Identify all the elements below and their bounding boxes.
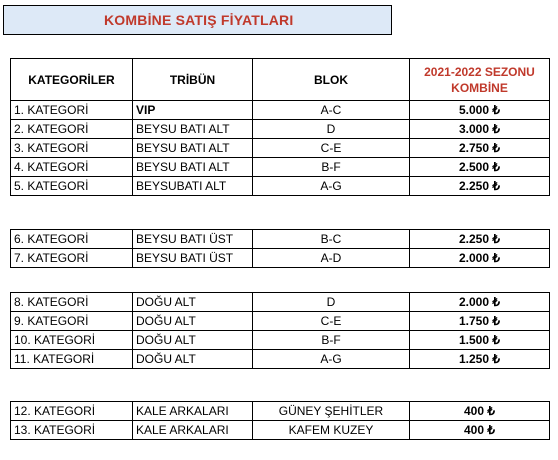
tribune-cell: BEYSU BATI ÜST (133, 230, 253, 249)
header-kombine-price (410, 59, 550, 101)
tribune-cell: DOĞU ALT (133, 350, 253, 369)
block-cell: B-F (253, 331, 410, 350)
category-cell: 5. KATEGORİ (11, 177, 133, 196)
table-row (11, 421, 550, 440)
tribune-cell: DOĞU ALT (133, 331, 253, 350)
category-cell: 4. KATEGORİ (11, 158, 133, 177)
table-row (11, 230, 550, 249)
table-row (11, 158, 550, 177)
table-row (11, 120, 550, 139)
price-group-3 (10, 292, 550, 369)
table-row (11, 249, 550, 268)
category-cell: 9. KATEGORİ (11, 312, 133, 331)
table-row (11, 177, 550, 196)
page-title: KOMBİNE SATIŞ FİYATLARI (104, 12, 294, 28)
tribune-cell: BEYSU BATI ALT (133, 139, 253, 158)
price-cell: 2.750 ₺ (410, 139, 550, 158)
category-cell: 2. KATEGORİ (11, 120, 133, 139)
tribune-cell: BEYSU BATI ALT (133, 120, 253, 139)
header-blok: BLOK (253, 59, 410, 101)
category-cell: 10. KATEGORİ (11, 331, 133, 350)
category-cell: 6. KATEGORİ (11, 230, 133, 249)
price-cell: 1.250 ₺ (410, 350, 550, 369)
block-cell: B-F (253, 158, 410, 177)
category-cell: 7. KATEGORİ (11, 249, 133, 268)
tribune-cell: BEYSUBATI ALT (133, 177, 253, 196)
price-cell: 5.000 ₺ (410, 101, 550, 120)
block-cell: GÜNEY ŞEHİTLER (253, 402, 410, 421)
price-group-1 (10, 100, 550, 196)
tribune-cell: KALE ARKALARI (133, 402, 253, 421)
category-cell: 13. KATEGORİ (11, 421, 133, 440)
category-cell: 1. KATEGORİ (11, 101, 133, 120)
block-cell: C-E (253, 312, 410, 331)
header-tribun: TRİBÜN (133, 59, 253, 101)
table-row (11, 293, 550, 312)
price-cell: 2.250 ₺ (410, 177, 550, 196)
price-table-header (10, 58, 550, 101)
block-cell: A-G (253, 177, 410, 196)
price-cell: 2.000 ₺ (410, 249, 550, 268)
price-cell: 2.250 ₺ (410, 230, 550, 249)
price-cell: 400 ₺ (410, 402, 550, 421)
tribune-cell: DOĞU ALT (133, 312, 253, 331)
price-cell: 400 ₺ (410, 421, 550, 440)
tribune-cell: VIP (133, 101, 253, 120)
block-cell: D (253, 120, 410, 139)
block-cell: KAFEM KUZEY (253, 421, 410, 440)
block-cell: A-G (253, 350, 410, 369)
block-cell: C-E (253, 139, 410, 158)
header-season: 2021-2022 SEZONU (424, 64, 535, 79)
table-row (11, 139, 550, 158)
category-cell: 8. KATEGORİ (11, 293, 133, 312)
category-cell: 12. KATEGORİ (11, 402, 133, 421)
header-row (11, 59, 550, 101)
price-cell: 3.000 ₺ (410, 120, 550, 139)
header-kategoriler: KATEGORİLER (11, 59, 133, 101)
block-cell: B-C (253, 230, 410, 249)
tribune-cell: DOĞU ALT (133, 293, 253, 312)
table-row (11, 350, 550, 369)
block-cell: D (253, 293, 410, 312)
table-row (11, 101, 550, 120)
tribune-cell: KALE ARKALARI (133, 421, 253, 440)
price-cell: 1.750 ₺ (410, 312, 550, 331)
category-cell: 11. KATEGORİ (11, 350, 133, 369)
table-row (11, 331, 550, 350)
price-group-4 (10, 401, 550, 440)
title-banner (3, 5, 392, 35)
price-cell: 1.500 ₺ (410, 331, 550, 350)
block-cell: A-C (253, 101, 410, 120)
header-kombine: KOMBİNE (451, 80, 508, 95)
table-row (11, 312, 550, 331)
price-group-2 (10, 229, 550, 268)
price-cell: 2.500 ₺ (410, 158, 550, 177)
tribune-cell: BEYSU BATI ALT (133, 158, 253, 177)
table-row (11, 402, 550, 421)
block-cell: A-D (253, 249, 410, 268)
tribune-cell: BEYSU BATI ÜST (133, 249, 253, 268)
category-cell: 3. KATEGORİ (11, 139, 133, 158)
price-cell: 2.000 ₺ (410, 293, 550, 312)
